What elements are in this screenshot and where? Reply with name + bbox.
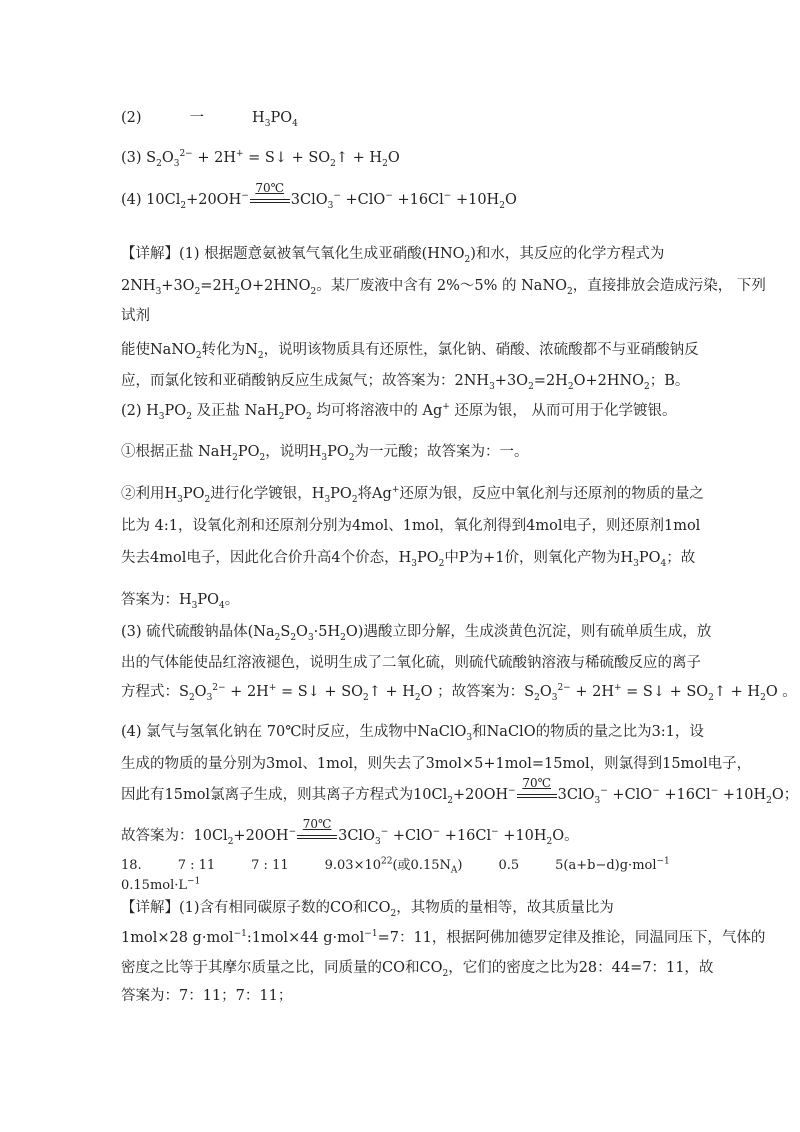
answer-line-4: (4) $10Cl_2+20OH^-$ 70℃ $3ClO_3^- +ClO^- +16Cl^- +10H_2O$ <box>121 181 517 211</box>
q18-detail: 答案为：7：11；7：11； <box>121 988 293 1004</box>
detail-paragraph-2: 比为 4:1，设氧化剂和还原剂分别为4mol、1mol，氧化剂得到4mol电子，则还原剂1mol <box>121 518 701 534</box>
detail-paragraph-2: ①根据正盐 $NaH_2PO_2$，说明$H_3PO_2$为一元酸；故答案为：一。 <box>121 444 529 463</box>
detail-paragraph-4: 因此有15mol氯离子生成，则其离子方程式为$10Cl_2+20OH^-$ 70℃ $3ClO_3^- +ClO^- +16Cl^- +10H_2O$； <box>121 776 799 806</box>
reaction-condition: 70℃ <box>250 190 290 210</box>
detail-paragraph-3: 出的气体能使品红溶液褪色，说明生成了二氧化硫，则硫代硫酸钠溶液与稀硫酸反应的离子 <box>121 655 701 671</box>
answer-value: 一 <box>189 110 205 126</box>
q18-detail: 1mol×28 g·mol$^{-1}$:1mol×44 g·mol$^{-1}$=7：11，根据阿佛加德罗定律及推论，同温同压下，气体的 <box>121 929 766 946</box>
detail-paragraph-3: (3) 硫代硫酸钠晶体$(Na_2S_2O_3\cdot 5H_2O)$遇酸立即分解，生成淡黄色沉淀，则有硫单质生成，放 <box>121 624 712 643</box>
detail-paragraph-2: ②利用$H_3PO_2$进行化学镀银，$H_3PO_2$将Ag+还原为银，反应中氧化剂与还原剂的物质的量之 <box>121 485 704 505</box>
detail-paragraph-1: $2NH_3+3O_2=2H_2O+2HNO_2$。某厂废液中含有 2%～5% 的 NaNO$_2$，直接排放会造成污染， 下列 <box>121 278 766 297</box>
q18-answer-6: $0.15mol\cdot L^{-1}$ <box>121 876 201 893</box>
q18-answers: 18. 7 : 11 7 : 11 $9.03\times 10^{22}$(或$0.15N_A$) 0.5 5(a+b−d)g·mol$^{-1}$ <box>121 856 670 876</box>
detail-paragraph-2: 答案为：$H_3PO_4$。 <box>121 592 240 611</box>
q18-detail: 【详解】(1)含有相同碳原子数的CO和$CO_2$，其物质的量相等，故其质量比为 <box>121 900 614 919</box>
detail-paragraph-1: 能使NaNO$_2$转化为$N_2$，说明该物质具有还原性，氯化钠、硝酸、浓硫酸都不与亚硝酸钠反 <box>121 342 699 361</box>
detail-paragraph-2: 失去4mol电子，因此化合价升高4个价态，$H_3PO_2$中P为+1价，则氧化产物为$H_3PO_4$；故 <box>121 550 696 569</box>
detail-paragraph-2: (2) $H_3PO_2$ 及正盐 $NaH_2PO_2$ 均可将溶液中的 Ag+ 还原为银， 从而可用于化学镀银。 <box>121 402 677 422</box>
answer-line-3: (3) $S_2O_3^{2-} + 2H^+$ = S↓ + $SO_2↑ + H_2O$ <box>121 149 400 169</box>
q18-detail: 密度之比等于其摩尔质量之比，同质量的CO和$CO_2$，它们的密度之比为28：44=7：11，故 <box>121 960 714 979</box>
detail-paragraph-1: 应，而氯化铵和亚硝酸钠反应生成氮气；故答案为：$2NH_3+3O_2=2H_2O+2HNO_2$；B。 <box>121 373 690 392</box>
answer-line-2 <box>121 108 701 128</box>
reaction-condition: 70℃ <box>517 785 557 805</box>
detail-paragraph-4: (4) 氯气与氢氧化钠在 70℃时反应，生成物中NaClO$_3$和NaClO的物质的量之比为3:1，设 <box>121 724 704 743</box>
detail-paragraph-1: 试剂 <box>121 308 150 324</box>
answer-value: $H_3PO_4$ <box>252 110 298 129</box>
detail-paragraph-1: 【详解】(1) 根据题意氨被氧气氧化生成亚硝酸$(HNO_2)$和水，其反应的化学方程式为 <box>121 246 665 265</box>
answer-number: (2) <box>121 110 142 126</box>
detail-paragraph-3: 方程式：$S_2O_3^{2-} + 2H^+$ = S↓ + $SO_2↑ + H_2O$ ；故答案为：$S_2O_3^{2-} + 2H^+$ = S↓ + $SO_2↑ + H_2O$ 。 <box>121 683 797 703</box>
detail-paragraph-4: 生成的物质的量分别为3mol、1mol，则失去了3mol×5+1mol=15mol，则氯得到15mol电子， <box>121 756 752 772</box>
reaction-condition: 70℃ <box>297 826 337 846</box>
detail-paragraph-4: 故答案为：$10Cl_2+20OH^-$ 70℃ $3ClO_3^- +ClO^- +16Cl^- +10H_2O$。 <box>121 817 579 847</box>
